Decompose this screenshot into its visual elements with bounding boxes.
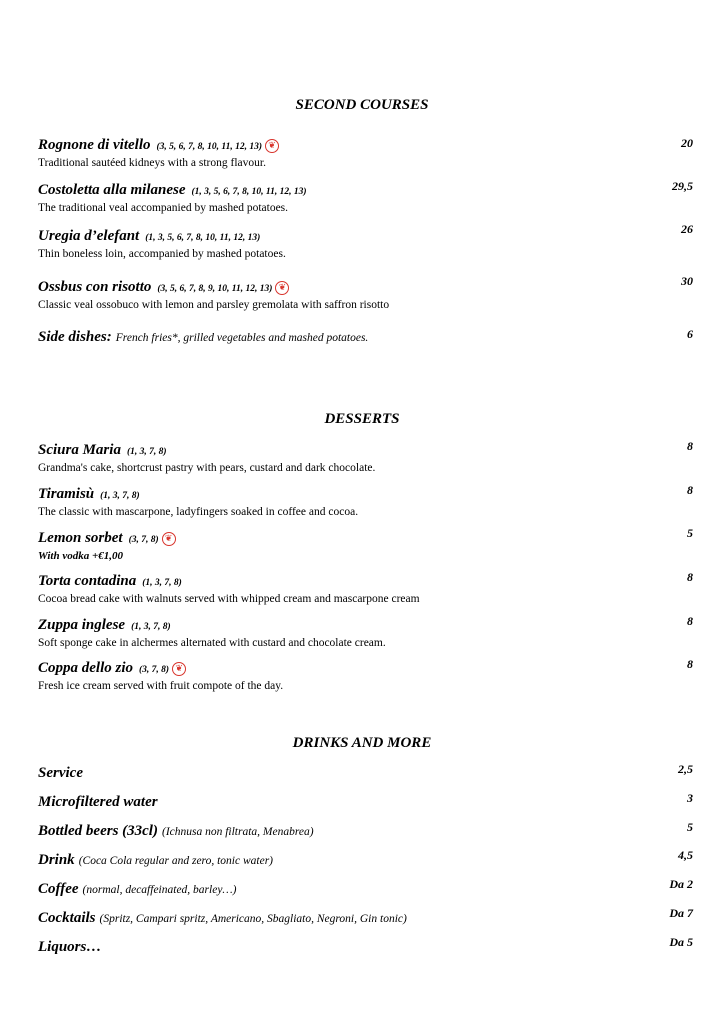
item-name: Microfiltered water <box>38 794 158 810</box>
item-description: Cocoa bread cake with walnuts served with whipped cream and mascarpone cream <box>38 593 420 605</box>
allergen-codes: (1, 3, 7, 8) <box>100 491 140 501</box>
item-detail: (normal, decaffeinated, barley…) <box>82 884 237 896</box>
item-name: Zuppa inglese <box>38 617 126 633</box>
allergen-codes: (3, 7, 8) <box>128 535 159 545</box>
section-title-drinks: DRINKS AND MORE <box>292 735 432 751</box>
item-price: 6 <box>687 327 693 341</box>
item-price: 26 <box>681 222 693 236</box>
item-detail: (Coca Cola regular and zero, tonic water) <box>78 855 274 867</box>
item-name: Bottled beers (33cl) <box>38 823 158 839</box>
menu-item <box>38 485 638 520</box>
item-note: With vodka +€1,00 <box>38 550 124 562</box>
section-title-desserts: DESSERTS <box>324 411 400 427</box>
item-name: Coppa dello zio <box>38 660 134 676</box>
item-name: Rognone di vitello <box>38 137 151 153</box>
item-price: Da 7 <box>669 906 693 920</box>
item-price: 8 <box>687 614 693 628</box>
item-price: 4,5 <box>678 848 693 862</box>
item-description: The classic with mascarpone, ladyfingers soaked in coffee and cocoa. <box>38 506 359 518</box>
item-detail: (Ichnusa non filtrata, Menabrea) <box>161 826 314 838</box>
item-name: Drink <box>38 852 75 868</box>
allergen-codes: (1, 3, 5, 6, 7, 8, 10, 11, 12, 13) <box>145 233 261 243</box>
menu-item <box>38 278 638 313</box>
item-description: Fresh ice cream served with fruit compote of the day. <box>38 680 284 692</box>
drink-item <box>38 938 638 956</box>
item-description: Traditional sautéed kidneys with a strong flavour. <box>38 157 266 169</box>
menu-item <box>38 227 638 262</box>
vegetarian-leaf-icon: ❦ <box>265 139 279 153</box>
item-price: 29,5 <box>672 179 693 193</box>
item-price: 8 <box>687 439 693 453</box>
drink-item <box>38 909 638 927</box>
item-name: Lemon sorbet <box>38 530 123 546</box>
item-price: 8 <box>687 483 693 497</box>
item-description: French fries*, grilled vegetables and mashed potatoes. <box>115 332 369 344</box>
item-description: Classic veal ossobuco with lemon and parsley gremolata with saffron risotto <box>38 299 390 311</box>
item-price: 5 <box>687 526 693 540</box>
menu-item <box>38 572 638 607</box>
menu-item <box>38 616 638 651</box>
item-name: Cocktails <box>38 910 96 926</box>
allergen-codes: (1, 3, 5, 6, 7, 8, 10, 11, 12, 13) <box>191 187 307 197</box>
allergen-codes: (3, 7, 8) <box>139 665 170 675</box>
menu-item <box>38 529 638 563</box>
drink-item <box>38 793 638 811</box>
item-name: Uregia d’elefant <box>38 228 140 244</box>
allergen-codes: (1, 3, 7, 8) <box>131 622 171 632</box>
item-description: The traditional veal accompanied by mashed potatoes. <box>38 202 289 214</box>
menu-item <box>38 181 638 216</box>
drink-item <box>38 822 638 840</box>
item-price: Da 5 <box>669 935 693 949</box>
drink-item <box>38 764 638 782</box>
item-name: Costoletta alla milanese <box>38 182 186 198</box>
allergen-codes: (1, 3, 7, 8) <box>142 578 182 588</box>
drink-item <box>38 880 638 898</box>
section-title-second-courses: SECOND COURSES <box>295 97 429 113</box>
item-name: Liquors… <box>38 939 102 955</box>
menu-item <box>38 659 638 694</box>
side-dishes <box>38 328 638 347</box>
vegetarian-leaf-icon: ❦ <box>275 281 289 295</box>
menu-item <box>38 441 638 476</box>
item-name: Torta contadina <box>38 573 137 589</box>
item-name: Side dishes: <box>38 329 112 345</box>
drink-item <box>38 851 638 869</box>
item-price: 8 <box>687 570 693 584</box>
allergen-codes: (3, 5, 6, 7, 8, 10, 11, 12, 13) <box>156 142 263 152</box>
item-description: Thin boneless loin, accompanied by mashed potatoes. <box>38 248 286 260</box>
item-price: Da 2 <box>669 877 693 891</box>
vegetarian-leaf-icon: ❦ <box>172 662 186 676</box>
item-name: Sciura Maria <box>38 442 121 458</box>
item-price: 20 <box>681 136 693 150</box>
item-description: Grandma's cake, shortcrust pastry with pears, custard and dark chocolate. <box>38 462 376 474</box>
item-name: Service <box>38 765 83 781</box>
item-name: Tiramisù <box>38 486 95 502</box>
item-price: 30 <box>681 274 693 288</box>
item-price: 5 <box>687 820 693 834</box>
item-name: Ossbus con risotto <box>38 279 152 295</box>
item-detail: (Spritz, Campari spritz, Americano, Sbagliato, Negroni, Gin tonic) <box>99 913 407 925</box>
item-price: 8 <box>687 657 693 671</box>
item-name: Coffee <box>38 881 79 897</box>
item-description: Soft sponge cake in alchermes alternated with custard and chocolate cream. <box>38 637 386 649</box>
allergen-codes: (3, 5, 6, 7, 8, 9, 10, 11, 12, 13) <box>157 284 273 294</box>
item-price: 2,5 <box>678 762 693 776</box>
vegetarian-leaf-icon: ❦ <box>162 532 176 546</box>
item-price: 3 <box>687 791 693 805</box>
allergen-codes: (1, 3, 7, 8) <box>126 447 167 457</box>
menu-item <box>38 136 638 171</box>
